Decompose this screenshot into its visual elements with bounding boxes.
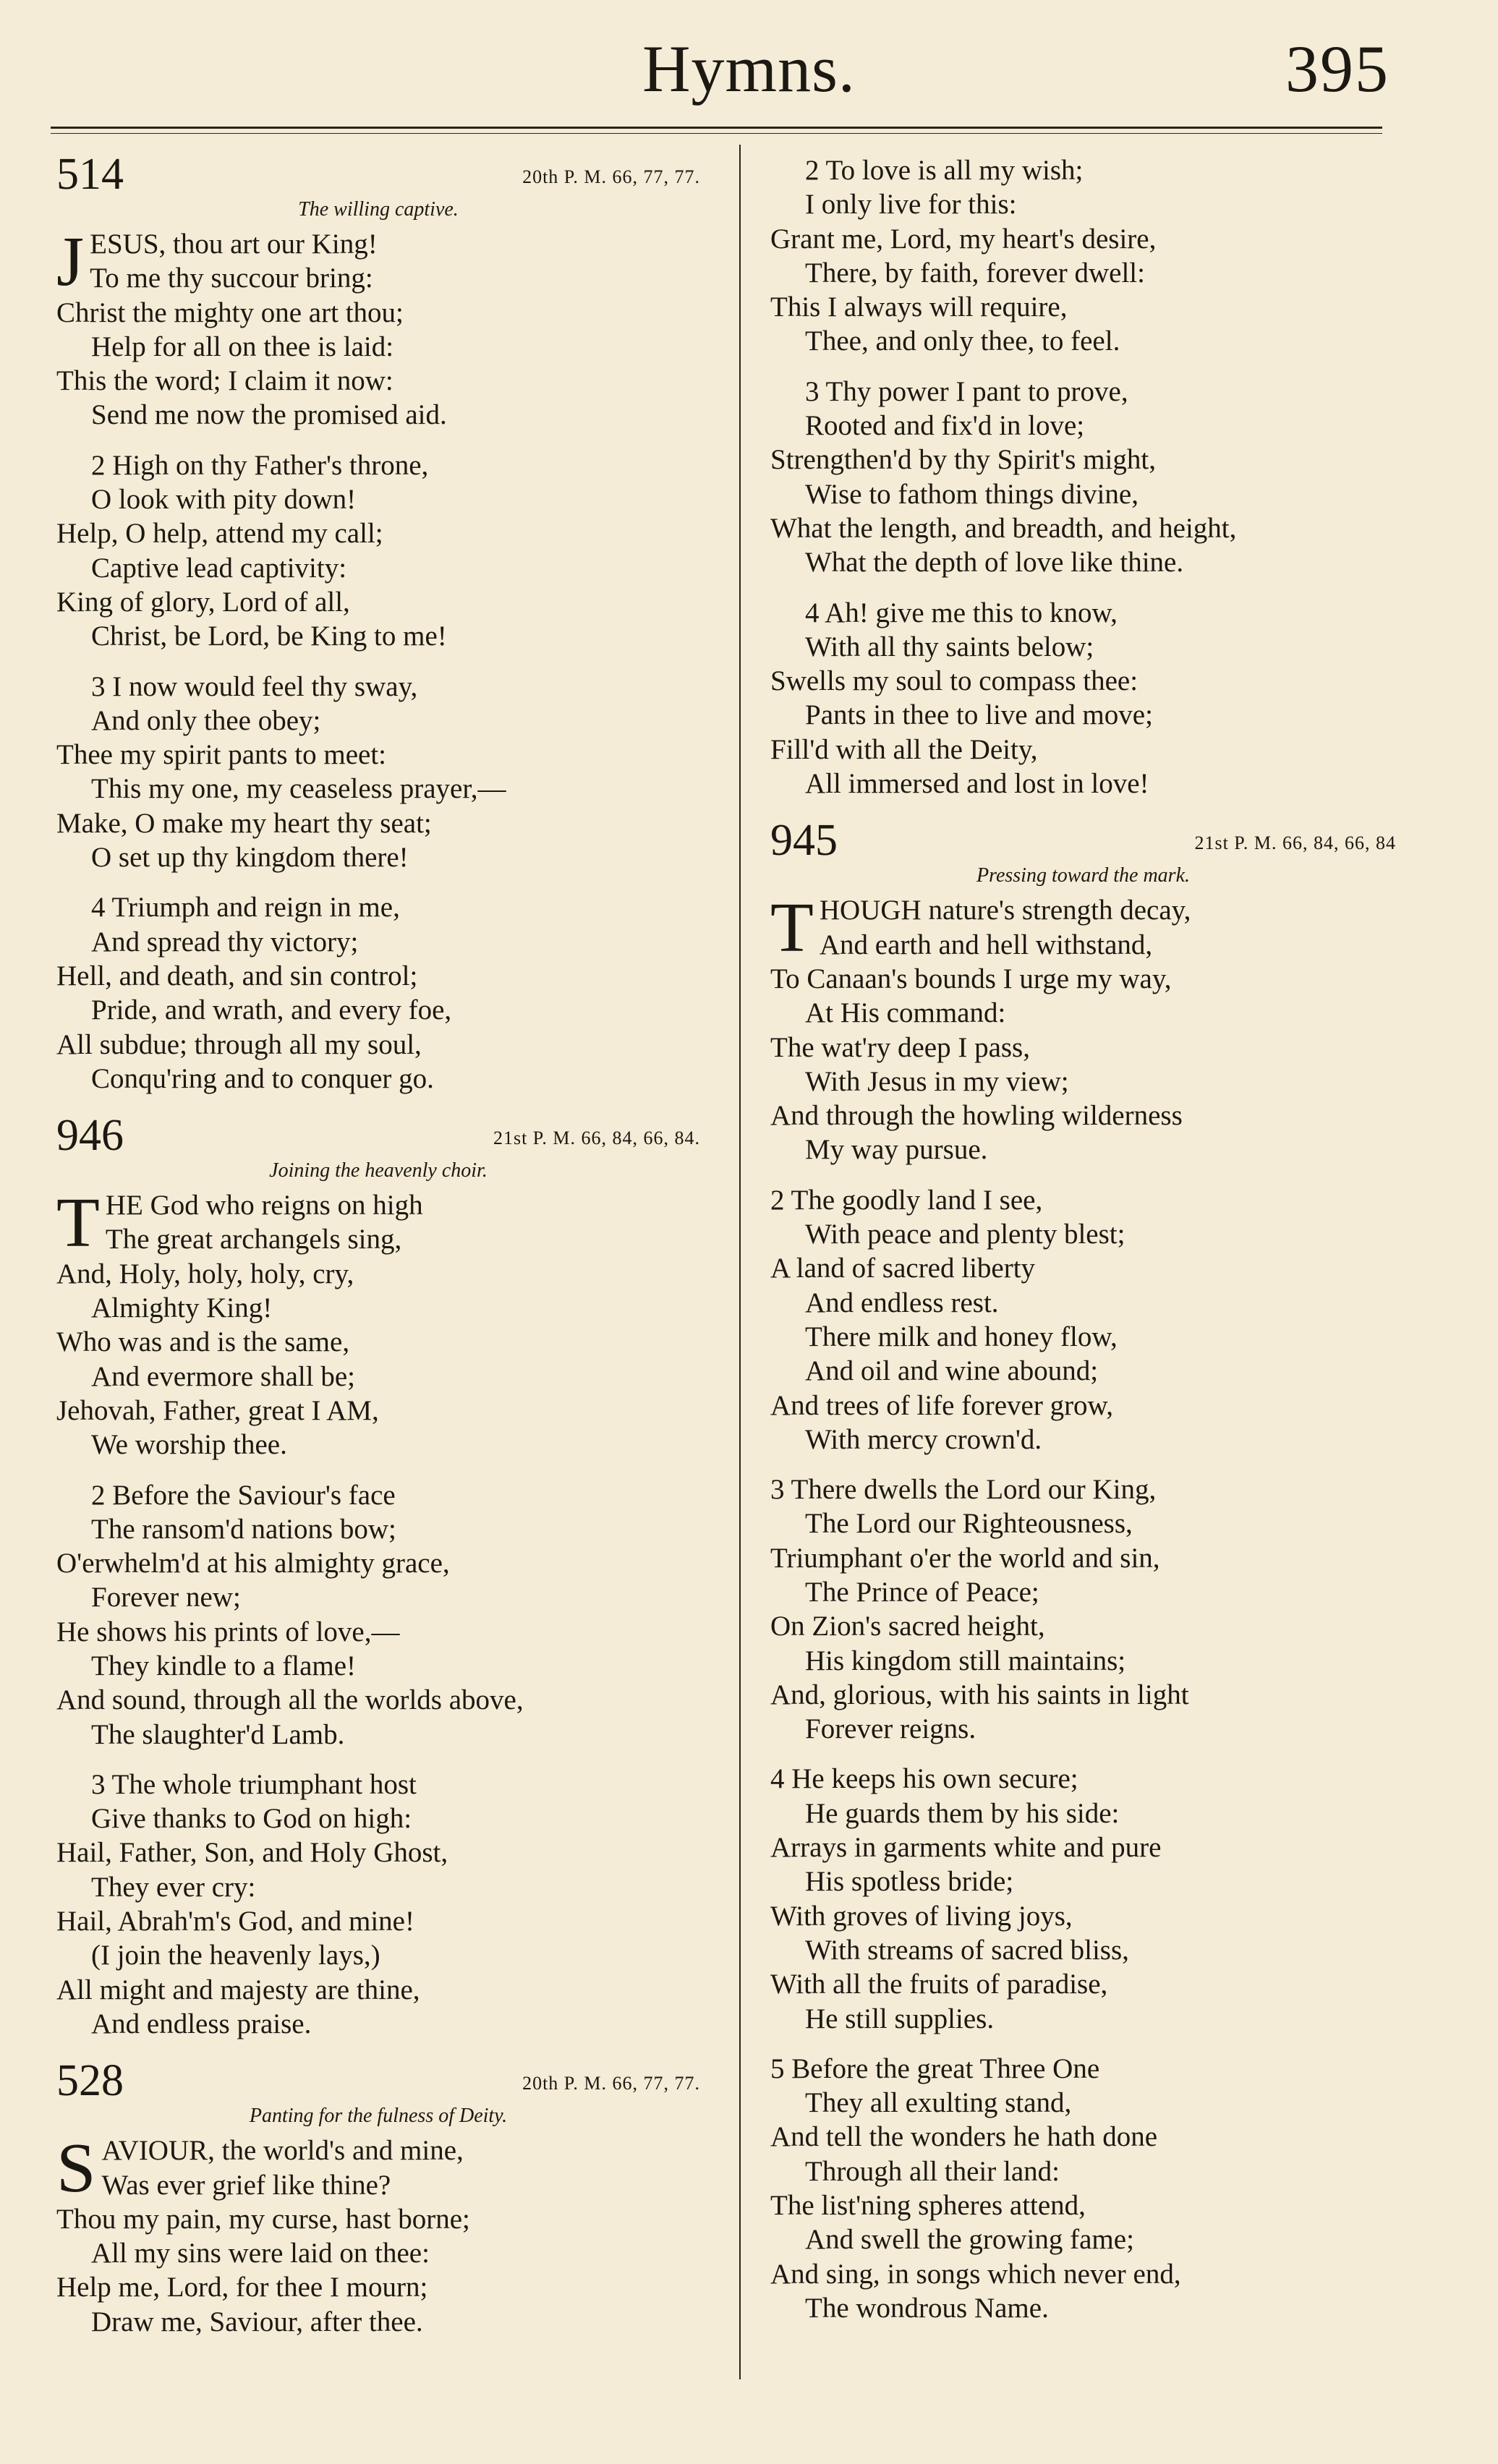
verse-line: Jehovah, Father, great I AM, (56, 1394, 379, 1426)
verse-line: And through the howling wilderness (770, 1100, 1183, 1132)
verse-line: And oil and wine abound; (805, 1355, 1099, 1387)
verse-line: Who was and is the same, (56, 1326, 350, 1358)
column-divider (739, 145, 741, 2379)
stanza-3 (56, 1768, 700, 2041)
verse-line: 5 Before the great Three One (770, 2052, 1100, 2084)
stanza-3 (56, 670, 700, 875)
verse-line: My way pursue. (805, 1134, 988, 1166)
verse-line: 2 The goodly land I see, (770, 1184, 1043, 1216)
verse-line: And sing, in songs which never end, (770, 2258, 1181, 2290)
verse-line: 2 High on thy Father's throne, (91, 449, 429, 481)
verse-line: On Zion's sacred height, (770, 1611, 1045, 1642)
stanza-1 (770, 889, 1396, 1167)
verse-line: With peace and plenty blest; (805, 1219, 1125, 1250)
page-header-title: Hymns. (642, 32, 856, 106)
stanza-4 (770, 1762, 1396, 2035)
verse-line: 2 To love is all my wish; (805, 155, 1084, 186)
verse-line: Thou my pain, my curse, hast borne; (56, 2203, 470, 2235)
verse-line: 3 The whole triumphant host (91, 1768, 417, 1800)
verse-line: O look with pity down! (91, 484, 357, 516)
verse-line: His spotless bride; (805, 1866, 1014, 1898)
verse-line: And, Holy, holy, holy, cry, (56, 1258, 354, 1289)
verse-line: And evermore shall be; (91, 1360, 355, 1392)
drop-cap: T (770, 889, 814, 968)
stanza-2 (56, 1478, 700, 1752)
page-number: 395 (1285, 32, 1390, 106)
verse-line: With streams of sacred bliss, (805, 1934, 1129, 1966)
verse-line: Draw me, Saviour, after thee. (91, 2306, 423, 2337)
stanza-3 (770, 375, 1396, 580)
verse-line: Send me now the promised aid. (91, 399, 447, 431)
verse-line: Thee my spirit pants to meet: (56, 739, 386, 771)
verse-line: All my sins were laid on thee: (91, 2238, 430, 2269)
verse-line: And only thee obey; (91, 704, 321, 736)
verse-line: 3 There dwells the Lord our King, (770, 1474, 1157, 1506)
verse-line: A land of sacred liberty (770, 1253, 1036, 1284)
verse-line: The great archangels sing, (105, 1224, 402, 1256)
hymn-number: 528 (56, 2056, 124, 2106)
verse-line: They ever cry: (91, 1871, 256, 1903)
stanza-1 (56, 1184, 700, 1462)
verse-line: All immersed and lost in love! (805, 768, 1149, 800)
verse-line: Almighty King! (91, 1292, 273, 1324)
stanza-4 (770, 596, 1396, 801)
verse-line: Forever reigns. (805, 1713, 976, 1745)
verse-line: And trees of life forever grow, (770, 1389, 1113, 1421)
verse-line: Thee, and only thee, to feel. (805, 325, 1120, 357)
verse-line: This my one, my ceaseless prayer,— (91, 773, 506, 805)
verse-line: HE God who reigns on high (105, 1190, 423, 1222)
drop-cap: S (56, 2129, 96, 2208)
stanza-4 (56, 890, 700, 1096)
verse-line: The ransom'd nations bow; (91, 1513, 396, 1545)
verse-line: He guards them by his side: (805, 1797, 1120, 1829)
hymn-subtitle: Joining the heavenly choir. (269, 1159, 488, 1182)
stanza-2 (770, 1183, 1396, 1457)
verse-line: Was ever grief like thine? (101, 2169, 391, 2201)
verse-line: With mercy crown'd. (805, 1423, 1042, 1455)
verse-line: At His command: (805, 997, 1006, 1029)
verse-line: And tell the wonders he hath done (770, 2121, 1158, 2153)
verse-line: And sound, through all the worlds above, (56, 1684, 524, 1716)
header-rule (51, 127, 1382, 134)
verse-line: To Canaan's bounds I urge my way, (770, 963, 1172, 994)
verse-line: His kingdom still maintains; (805, 1645, 1126, 1676)
verse-line: Pride, and wrath, and every foe, (91, 994, 452, 1026)
verse-line: What the depth of love like thine. (805, 547, 1184, 579)
verse-line: Forever new; (91, 1582, 241, 1613)
verse-line: And, glorious, with his saints in light (770, 1679, 1189, 1710)
stanza-5 (770, 2052, 1396, 2325)
verse-line: Captive lead captivity: (91, 552, 347, 584)
verse-line: And earth and hell withstand, (819, 929, 1153, 960)
verse-line: With all the fruits of paradise, (770, 1969, 1108, 2000)
stanza-3 (770, 1472, 1396, 1746)
verse-line: The wondrous Name. (805, 2292, 1049, 2324)
verse-line: Hell, and death, and sin control; (56, 960, 418, 992)
stanza-2 (770, 153, 1396, 359)
verse-line: Swells my soul to compass thee: (770, 665, 1139, 697)
verse-line: With groves of living joys, (770, 1900, 1073, 1932)
verse-line: And endless rest. (805, 1287, 999, 1318)
verse-line: They all exulting stand, (805, 2087, 1072, 2119)
hymn-number: 945 (770, 816, 838, 866)
stanza-2 (56, 448, 700, 654)
hymn-number: 946 (56, 1111, 124, 1161)
verse-line: There, by faith, forever dwell: (805, 257, 1145, 289)
verse-line: With all thy saints below; (805, 631, 1094, 662)
verse-line: Fill'd with all the Deity, (770, 733, 1038, 765)
verse-line: Hail, Father, Son, and Holy Ghost, (56, 1837, 448, 1869)
hymn-subtitle: Pressing toward the mark. (976, 864, 1191, 887)
verse-line: All might and majesty are thine, (56, 1974, 420, 2005)
hymn-heading (56, 150, 700, 199)
verse-line: We worship thee. (91, 1429, 287, 1461)
hymn-heading (56, 1111, 700, 1161)
verse-line: And spread thy victory; (91, 926, 359, 958)
hymn-meter: 21st P. M. 66, 84, 66, 84. (493, 1127, 700, 1149)
verse-line: With Jesus in my view; (805, 1065, 1069, 1097)
verse-line: Conqu'ring and to conquer go. (91, 1062, 434, 1094)
verse-line: The wat'ry deep I pass, (770, 1031, 1030, 1063)
hymn-514 (56, 150, 700, 1096)
verse-line: The slaughter'd Lamb. (91, 1718, 345, 1750)
verse-line: To me thy succour bring: (90, 263, 373, 294)
verse-line: And swell the growing fame; (805, 2224, 1134, 2256)
verse-line: Hail, Abrah'm's God, and mine! (56, 1906, 414, 1937)
verse-line: 4 He keeps his own secure; (770, 1763, 1078, 1795)
verse-line: He shows his prints of love,— (56, 1616, 400, 1647)
hymn-528 (56, 2056, 700, 2339)
verse-line: Triumphant o'er the world and sin, (770, 1542, 1160, 1574)
verse-line: O'erwhelm'd at his almighty grace, (56, 1548, 450, 1580)
hymn-heading (56, 2056, 700, 2106)
hymn-528-continued (770, 153, 1396, 801)
verse-line: HOUGH nature's strength decay, (819, 895, 1191, 926)
verse-line: Wise to fathom things divine, (805, 478, 1139, 510)
verse-line: Christ the mighty one art thou; (56, 297, 404, 328)
verse-line: ESUS, thou art our King! (90, 229, 378, 260)
verse-line: 3 Thy power I pant to prove, (805, 375, 1128, 407)
verse-line: The Lord our Righteousness, (805, 1508, 1133, 1540)
verse-line: And endless praise. (91, 2008, 312, 2039)
verse-line: Grant me, Lord, my heart's desire, (770, 223, 1157, 255)
hymn-meter: 20th P. M. 66, 77, 77. (522, 2073, 700, 2094)
verse-line: (I join the heavenly lays,) (91, 1940, 380, 1971)
verse-line: He still supplies. (805, 2003, 995, 2034)
verse-line: They kindle to a flame! (91, 1650, 357, 1681)
verse-line: This the word; I claim it now: (56, 365, 393, 397)
stanza-1 (56, 223, 700, 432)
verse-line: 4 Triumph and reign in me, (91, 892, 400, 924)
verse-line: What the length, and breadth, and height, (770, 512, 1237, 544)
verse-line: Christ, be Lord, be King to me! (91, 621, 447, 652)
verse-line: There milk and honey flow, (805, 1321, 1118, 1352)
hymn-945 (770, 816, 1396, 2325)
verse-line: Through all their land: (805, 2155, 1060, 2187)
hymn-946 (56, 1111, 700, 2041)
verse-line: Rooted and fix'd in love; (805, 410, 1085, 442)
verse-line: O set up thy kingdom there! (91, 842, 409, 874)
verse-line: Help for all on thee is laid: (91, 331, 394, 362)
right-column (770, 153, 1396, 2344)
hymn-heading (770, 816, 1396, 866)
verse-line: AVIOUR, the world's and mine, (101, 2135, 464, 2167)
verse-line: 3 I now would feel thy sway, (91, 670, 418, 702)
hymn-meter: 21st P. M. 66, 84, 66, 84 (1194, 832, 1396, 854)
verse-line: 4 Ah! give me this to know, (805, 597, 1118, 628)
stanza-1 (56, 2129, 700, 2339)
verse-line: King of glory, Lord of all, (56, 586, 350, 618)
verse-line: Give thanks to God on high: (91, 1803, 412, 1835)
verse-line: The Prince of Peace; (805, 1576, 1039, 1608)
verse-line: All subdue; through all my soul, (56, 1028, 422, 1060)
verse-line: Pants in thee to live and move; (805, 699, 1153, 731)
hymn-number: 514 (56, 150, 124, 199)
verse-line: This I always will require, (770, 291, 1068, 323)
verse-line: The list'ning spheres attend, (770, 2190, 1086, 2222)
verse-line: 2 Before the Saviour's face (91, 1479, 396, 1511)
hymn-subtitle: The willing captive. (298, 198, 459, 221)
verse-line: Make, O make my heart thy seat; (56, 807, 432, 839)
verse-line: Strengthen'd by thy Spirit's might, (770, 444, 1156, 476)
drop-cap: T (56, 1184, 100, 1263)
verse-line: Help, O help, attend my call; (56, 518, 383, 550)
verse-line: I only live for this: (805, 189, 1017, 221)
drop-cap: J (56, 223, 85, 301)
hymn-meter: 20th P. M. 66, 77, 77. (522, 166, 700, 187)
verse-line: Arrays in garments white and pure (770, 1832, 1162, 1864)
left-column (56, 150, 700, 2358)
verse-line: Help me, Lord, for thee I mourn; (56, 2272, 428, 2303)
hymn-subtitle: Panting for the fulness of Deity. (249, 2105, 508, 2128)
